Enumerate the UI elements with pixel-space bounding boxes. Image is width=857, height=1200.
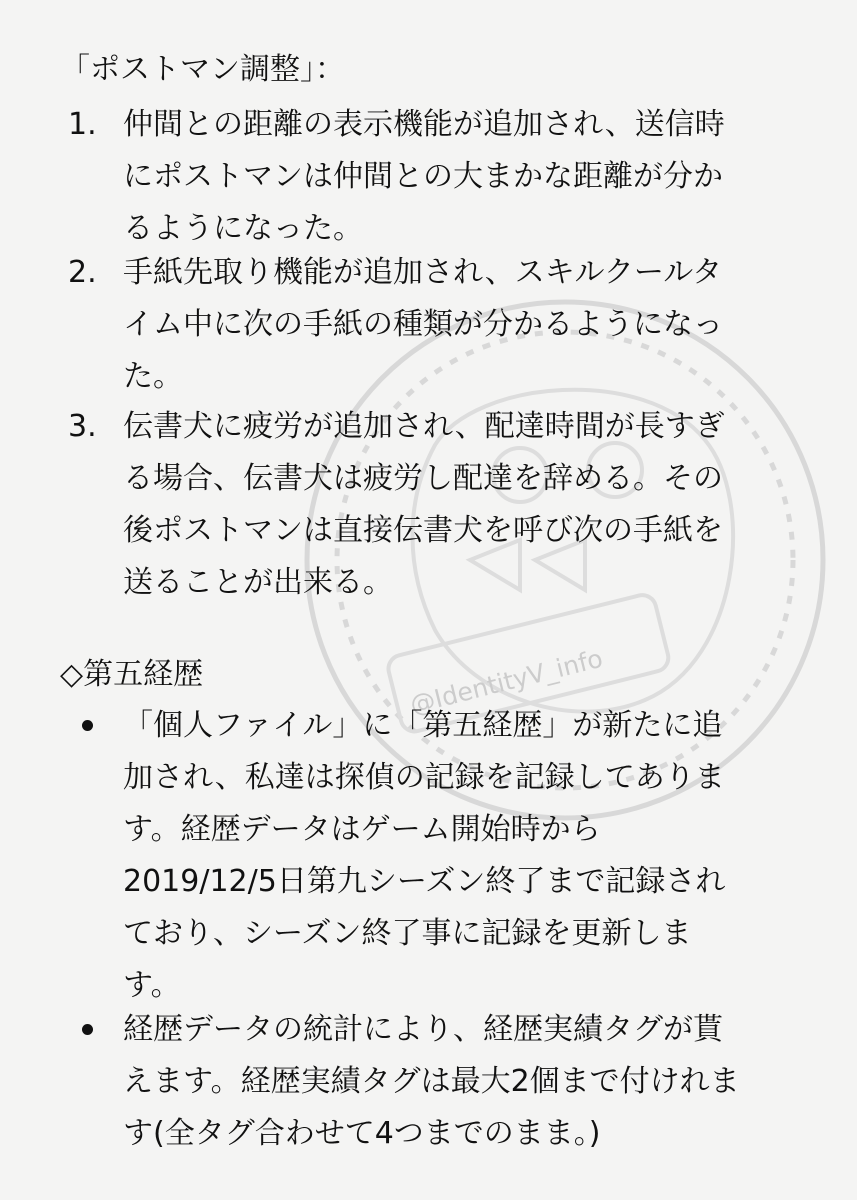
postman-adjustment-heading: 「ポストマン調整」：: [60, 52, 345, 87]
postman-item-2-line-1: 手紙先取り機能が追加され、スキルクールタ: [123, 255, 723, 290]
bullet-icon: [82, 720, 93, 731]
postman-item-3-line-1: 伝書犬に疲労が追加され、配達時間が長すぎ: [123, 409, 725, 444]
postman-item-1-line-2: にポストマンは仲間との大まかな距離が分か: [123, 159, 723, 194]
postman-item-1-line-1: 仲間との距離の表示機能が追加され、送信時: [123, 107, 725, 142]
bullet-icon: [82, 1024, 93, 1035]
list-marker: 2.: [68, 255, 97, 290]
postman-item-2-line-3: た。: [123, 359, 183, 394]
fifth-history-item-1-line-5: ており、シーズン終了事に記録を更新しま: [123, 916, 692, 951]
fifth-history-item-2-line-3: す(全タグ合わせて4つまでのまま。): [123, 1116, 601, 1151]
list-marker: 1.: [68, 107, 97, 142]
fifth-history-heading: ◇第五経歴: [60, 657, 204, 692]
postman-item-1-line-3: るようになった。: [123, 211, 363, 246]
postman-item-3-line-4: 送ることが出来る。: [123, 565, 393, 600]
fifth-history-item-1-line-1: 「個人ファイル」に「第五経歴」が新たに追: [123, 708, 723, 743]
fifth-history-item-2-line-1: 経歴データの統計により、経歴実績タグが貰: [123, 1012, 723, 1047]
list-marker: 3.: [68, 409, 97, 444]
fifth-history-item-1-line-4: 2019/12/5日第九シーズン終了まで記録され: [123, 864, 726, 899]
postman-item-3-line-2: る場合、伝書犬は疲労し配達を辞める。その: [123, 461, 723, 496]
fifth-history-item-1-line-2: 加され、私達は探偵の記録を記録してありま: [123, 760, 725, 795]
postman-item-3-line-3: 後ポストマンは直接伝書犬を呼び次の手紙を: [123, 513, 723, 548]
watermark-handle: @IdentityV_info: [407, 643, 606, 720]
postman-item-2-line-2: イム中に次の手紙の種類が分かるようになっ: [123, 307, 723, 342]
fifth-history-item-1-line-6: す。: [123, 968, 181, 1003]
fifth-history-item-1-line-3: す。経歴データはゲーム開始時から: [123, 812, 601, 847]
fifth-history-item-2-line-2: えます。経歴実績タグは最大2個まで付けれま: [123, 1064, 740, 1099]
